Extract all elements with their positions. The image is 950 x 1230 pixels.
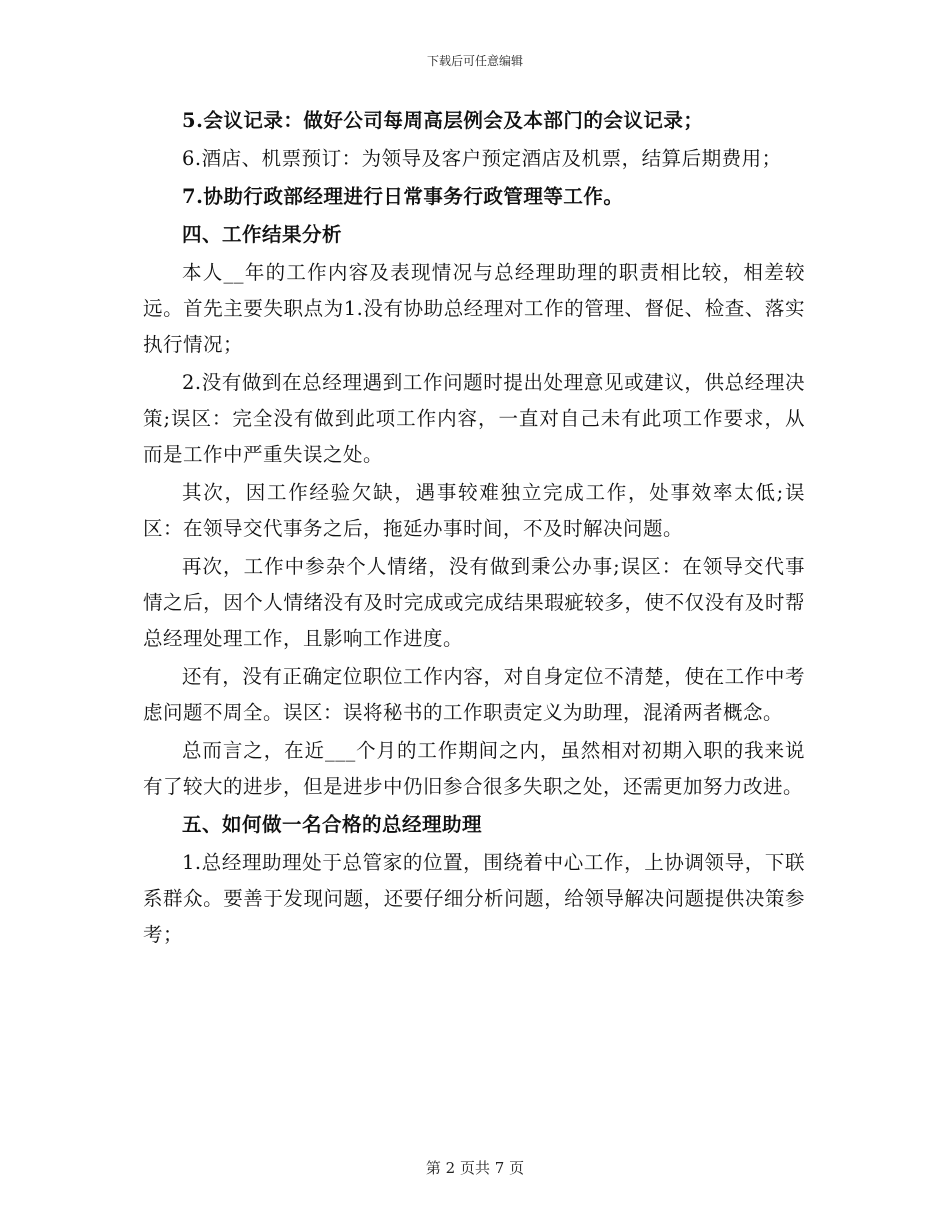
page-header-note: 下载后可任意编辑 bbox=[426, 54, 523, 68]
document-body bbox=[143, 103, 805, 955]
page-number: 第 2 页共 7 页 bbox=[425, 1159, 525, 1177]
paragraph-experience: 其次，因工作经验欠缺，遇事较难独立完成工作，处事效率太低;误区：在领导交代事务之后，拖延办事时间，不及时解决问题。 bbox=[143, 481, 805, 540]
paragraph-summary: 总而言之，在近___个月的工作期间之内，虽然相对初期入职的我来说有了较大的进步，但是进步中仍旧参合很多失职之处，还需更加努力改进。 bbox=[143, 739, 805, 798]
paragraph-decision-support: 2.没有做到在总经理遇到工作问题时提出处理意见或建议，供总经理决策;误区：完全没有做到此项工作内容，一直对自己未有此项工作要求，从而是工作中严重失误之处。 bbox=[143, 371, 805, 466]
paragraph-emotion: 再次，工作中参杂个人情绪，没有做到秉公办事;误区：在领导交代事情之后，因个人情绪没有及时完成或完成结果瑕疵较多，使不仅没有及时帮总经理处理工作，且影响工作进度。 bbox=[143, 555, 805, 650]
paragraph-positioning: 还有，没有正确定位职位工作内容，对自身定位不清楚，使在工作中考虑问题不周全。误区：误将秘书的工作职责定义为助理，混淆两者概念。 bbox=[143, 665, 805, 724]
section-heading-qualified-assistant: 五、如何做一名合格的总经理助理 bbox=[182, 813, 483, 836]
paragraph-self-review: 本人__年的工作内容及表现情况与总经理助理的职责相比较，相差较远。首先主要失职点为1.没有协助总经理对工作的管理、督促、检查、落实执行情况； bbox=[143, 261, 805, 356]
paragraph-meeting-minutes: 5.会议记录：做好公司每周高层例会及本部门的会议记录； bbox=[182, 109, 704, 132]
paragraph-assist-admin: 7.协助行政部经理进行日常事务行政管理等工作。 bbox=[182, 185, 624, 208]
paragraph-booking: 6.酒店、机票预订：为领导及客户预定酒店及机票，结算后期费用； bbox=[182, 147, 782, 170]
paragraph-assistant-role: 1.总经理助理处于总管家的位置，围绕着中心工作，上协调领导，下联系群众。要善于发现问题，还要仔细分析问题，给领导解决问题提供决策参考； bbox=[143, 851, 805, 946]
section-heading-analysis: 四、工作结果分析 bbox=[182, 223, 343, 246]
